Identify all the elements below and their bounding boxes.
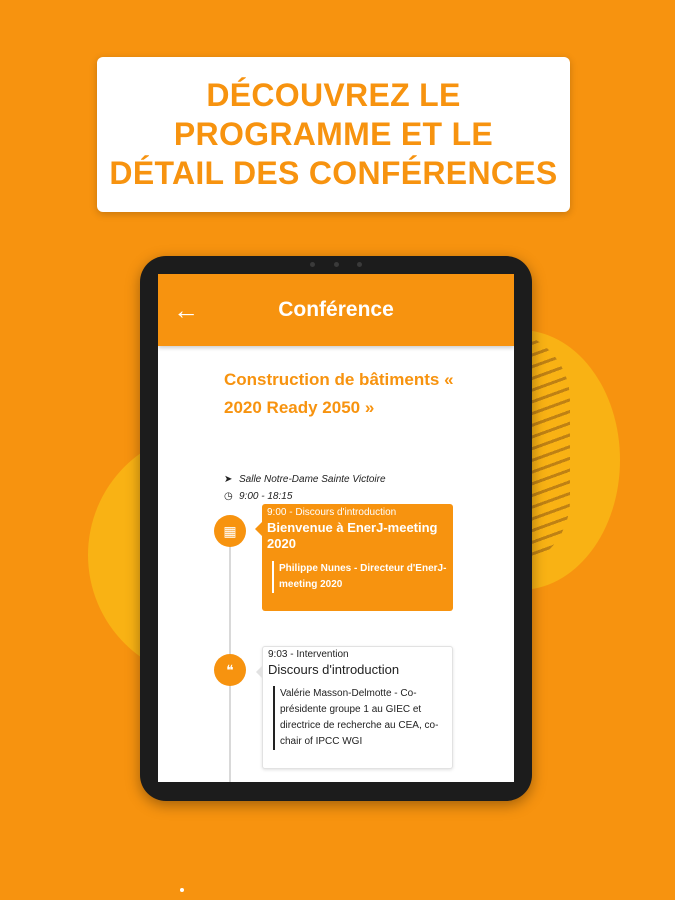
location-text: Salle Notre-Dame Sainte Victoire xyxy=(239,474,386,485)
app-title: Conférence xyxy=(278,298,394,321)
event-time-label: 9:03 - Intervention xyxy=(268,649,349,660)
tablet-camera xyxy=(310,262,362,268)
tablet-frame xyxy=(140,256,532,801)
time-text: 9:00 - 18:15 xyxy=(239,491,293,502)
headline-card xyxy=(97,57,570,212)
conference-title: Construction de bâtiments « 2020 Ready 2050 » xyxy=(224,370,454,417)
clock-icon: ◷ xyxy=(224,491,233,502)
calendar-icon: ▦ xyxy=(214,515,246,547)
conference-location xyxy=(224,474,386,485)
headline-line-1: DÉCOUVREZ LE xyxy=(206,77,461,113)
quote-icon: ❝ xyxy=(214,654,246,686)
decorative-dot xyxy=(180,888,184,892)
timeline-event-card[interactable] xyxy=(262,504,453,611)
arrow-left-icon[interactable]: ← xyxy=(173,295,199,325)
headline-line-2: PROGRAMME ET LE xyxy=(173,116,494,152)
event-time-label: 9:00 - Discours d'introduction xyxy=(267,507,397,518)
event-title: Discours d'introduction xyxy=(268,662,400,677)
headline-line-3: DÉTAIL DES CONFÉRENCES xyxy=(109,155,558,191)
timeline-event-card[interactable] xyxy=(262,646,453,769)
location-arrow-icon: ➤ xyxy=(224,474,233,485)
event-speaker: Valérie Masson-Delmotte - Co-présidente groupe 1 au GIEC et directrice de recherche au CEA, co-chair of IPCC WGI xyxy=(273,686,447,750)
tablet-screen xyxy=(158,274,514,782)
conference-time xyxy=(224,491,292,502)
event-speaker: Philippe Nunes - Directeur d'EnerJ-meeting 2020 xyxy=(272,561,448,593)
app-bar xyxy=(158,274,514,346)
event-title: Bienvenue à EnerJ-meeting 2020 xyxy=(267,520,438,551)
